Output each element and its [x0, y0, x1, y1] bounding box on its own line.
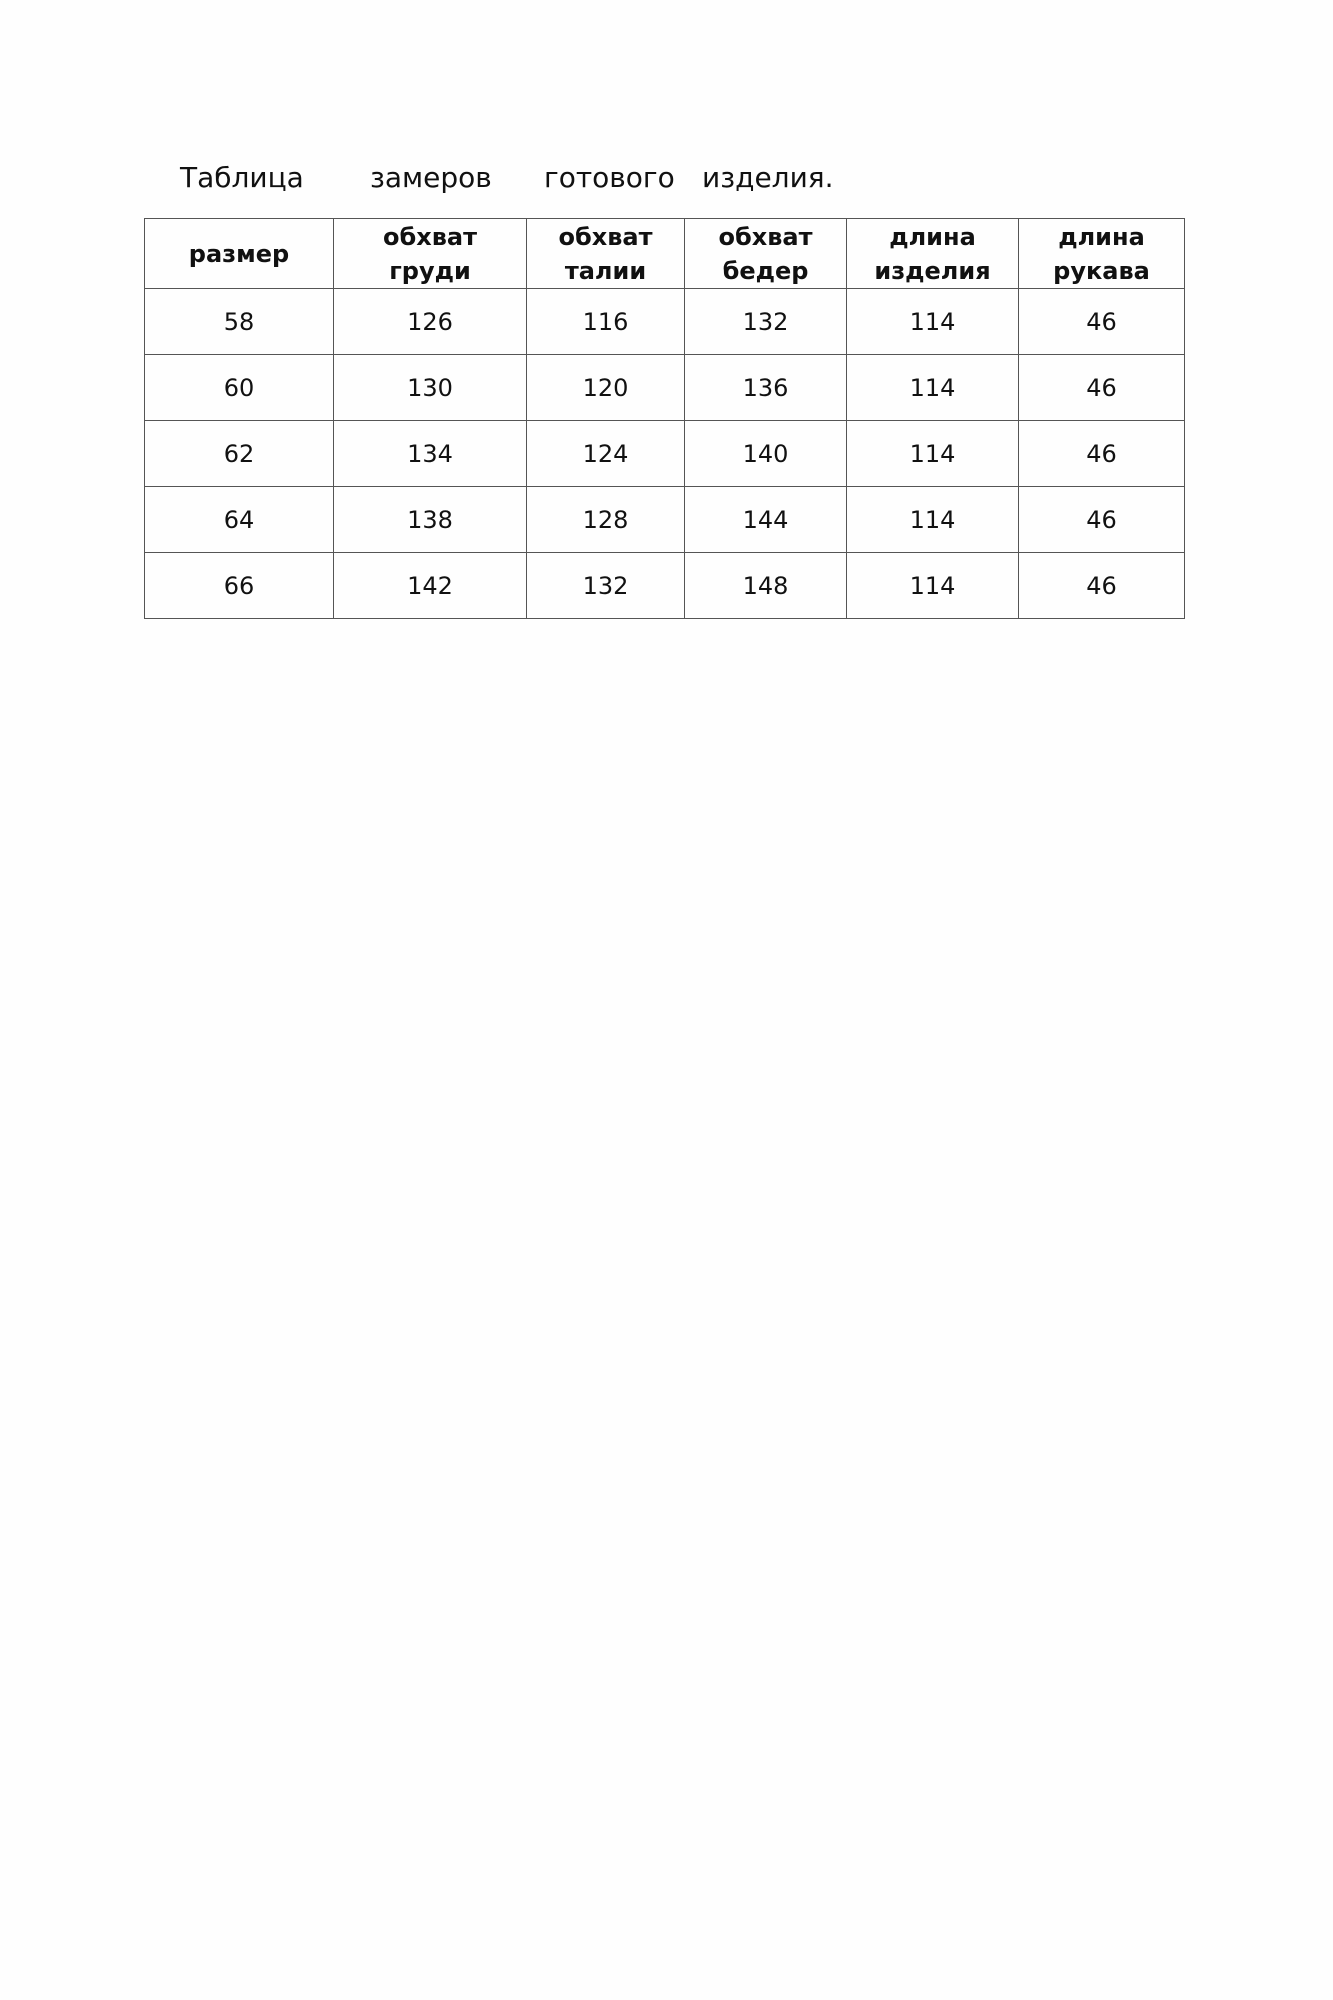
- table-cell: 58: [145, 289, 334, 355]
- header-hips: обхват бедер: [685, 219, 847, 289]
- table-cell: 116: [527, 289, 685, 355]
- table-cell: 120: [527, 355, 685, 421]
- table-cell: 46: [1019, 553, 1185, 619]
- page-title: [180, 155, 880, 201]
- table-cell: 66: [145, 553, 334, 619]
- table-cell: 114: [847, 355, 1019, 421]
- header-chest: обхват груди: [334, 219, 527, 289]
- table-cell: 144: [685, 487, 847, 553]
- table-cell: 114: [847, 421, 1019, 487]
- title-word-4: изделия.: [702, 161, 834, 194]
- table-cell: 128: [527, 487, 685, 553]
- table-cell: 114: [847, 553, 1019, 619]
- header-size: размер: [145, 219, 334, 289]
- size-table: [144, 218, 1185, 619]
- table-cell: 148: [685, 553, 847, 619]
- table-cell: 136: [685, 355, 847, 421]
- title-word-3: готового: [544, 161, 675, 194]
- table-cell: 126: [334, 289, 527, 355]
- table-cell: 132: [685, 289, 847, 355]
- title-word-1: Таблица: [180, 161, 304, 194]
- table-cell: 60: [145, 355, 334, 421]
- header-sleeve: длина рукава: [1019, 219, 1185, 289]
- table-header-row: [145, 219, 1185, 289]
- table-cell: 134: [334, 421, 527, 487]
- table-cell: 64: [145, 487, 334, 553]
- table-cell: 138: [334, 487, 527, 553]
- table-row: [145, 289, 1185, 355]
- table-cell: 46: [1019, 487, 1185, 553]
- header-waist: обхват талии: [527, 219, 685, 289]
- table-row: [145, 421, 1185, 487]
- header-length: длина изделия: [847, 219, 1019, 289]
- table-cell: 140: [685, 421, 847, 487]
- table-cell: 114: [847, 289, 1019, 355]
- table-row: [145, 487, 1185, 553]
- table-cell: 46: [1019, 289, 1185, 355]
- table-row: [145, 355, 1185, 421]
- table-cell: 46: [1019, 421, 1185, 487]
- table-cell: 142: [334, 553, 527, 619]
- table-cell: 132: [527, 553, 685, 619]
- table-cell: 114: [847, 487, 1019, 553]
- table-cell: 46: [1019, 355, 1185, 421]
- table-cell: 130: [334, 355, 527, 421]
- table-cell: 124: [527, 421, 685, 487]
- table-cell: 62: [145, 421, 334, 487]
- table-row: [145, 553, 1185, 619]
- title-word-2: замеров: [370, 161, 492, 194]
